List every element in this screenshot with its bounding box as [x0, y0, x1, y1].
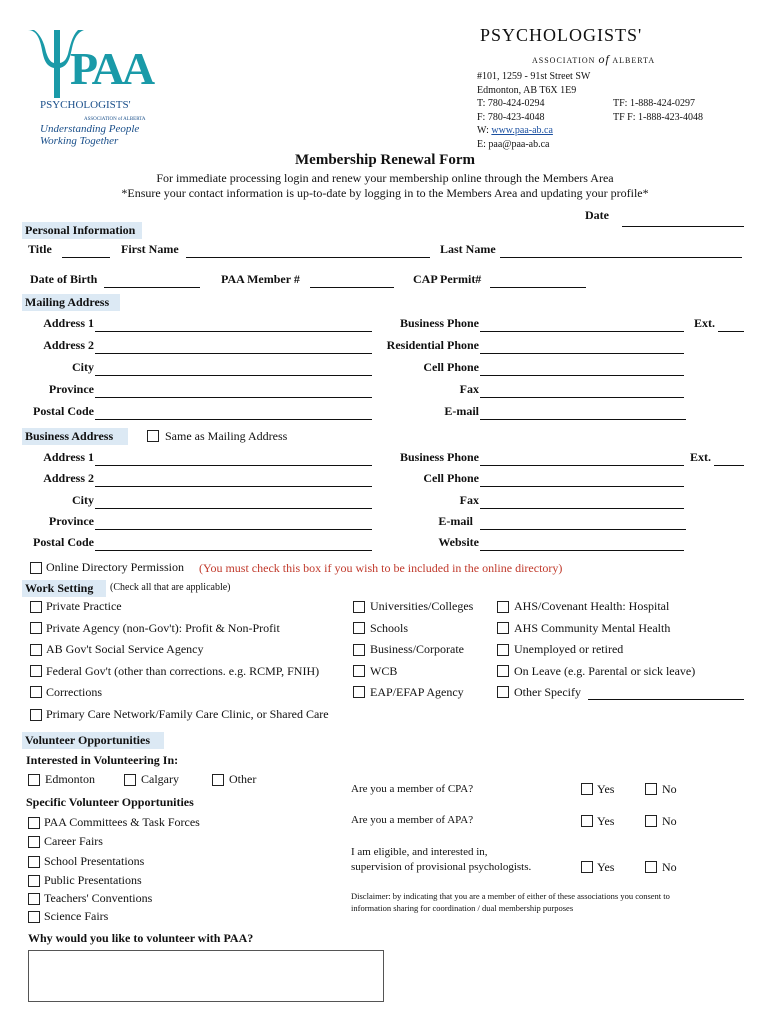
paa-logo — [26, 28, 166, 148]
phone: T: 780-424-0294 — [477, 98, 545, 109]
apa-yes-label: Yes — [597, 814, 615, 828]
mail-address1-label: Address 1 — [43, 316, 94, 330]
work-option: AHS/Covenant Health: Hospital — [514, 599, 670, 613]
bus-postal-label: Postal Code — [33, 535, 94, 549]
work-checkbox[interactable] — [353, 601, 365, 613]
work-checkbox[interactable] — [497, 686, 509, 698]
paa-member-label: PAA Member # — [221, 272, 300, 286]
web-link[interactable]: www.paa-ab.ca — [491, 125, 553, 136]
first-name-field[interactable] — [186, 257, 430, 258]
opportunity-checkbox[interactable] — [28, 911, 40, 923]
work-option: Schools — [370, 621, 409, 635]
section-business-address: Business Address — [22, 428, 128, 445]
cpa-question: Are you a member of CPA? — [351, 783, 474, 795]
bus-website-field[interactable] — [480, 550, 684, 551]
org-sub-of: of — [598, 52, 610, 66]
bus-business-phone-field[interactable] — [480, 465, 684, 466]
opportunity-checkbox[interactable] — [28, 817, 40, 829]
primary-care-label: Primary Care Network/Family Care Clinic, or Shared Care — [46, 707, 329, 721]
cap-permit-label: CAP Permit# — [413, 272, 482, 286]
mail-postal-field[interactable] — [95, 419, 372, 420]
work-checkbox[interactable] — [353, 686, 365, 698]
same-as-mailing-checkbox[interactable] — [147, 430, 159, 442]
work-option: Business/Corporate — [370, 642, 464, 656]
mail-province-field[interactable] — [95, 397, 372, 398]
volunteer-location-label: Calgary — [141, 772, 179, 786]
eligible-yes-checkbox[interactable] — [581, 861, 593, 873]
mail-business-phone-label: Business Phone — [399, 316, 479, 330]
mail-cell-phone-label: Cell Phone — [423, 360, 479, 374]
eligible-yes-label: Yes — [597, 860, 615, 874]
work-checkbox[interactable] — [497, 601, 509, 613]
intro-line-2: *Ensure your contact information is up-to-date by logging in to the Members Area and updating your profile* — [121, 186, 649, 200]
bus-fax-field[interactable] — [480, 508, 684, 509]
bus-city-label: City — [72, 493, 94, 507]
email: E: paa@paa-ab.ca — [477, 138, 550, 150]
opportunity-label: Science Fairs — [44, 909, 109, 923]
disclaimer-line-2: information sharing for coordination / dual membership purposes — [351, 903, 574, 913]
directory-permission-note: (You must check this box if you wish to be included in the online directory) — [199, 561, 563, 575]
bus-address2-label: Address 2 — [43, 471, 94, 485]
bus-ext-field[interactable] — [714, 465, 744, 466]
work-option: AB Gov't Social Service Agency — [46, 642, 204, 656]
mail-email-label: E-mail — [444, 404, 479, 418]
primary-care-checkbox[interactable] — [30, 709, 42, 721]
section-volunteer-opportunities: Volunteer Opportunities — [22, 732, 164, 749]
apa-no-label: No — [662, 814, 677, 828]
eligible-no-label: No — [662, 860, 677, 874]
address-line-1: #101, 1259 - 91st Street SW — [477, 71, 591, 82]
why-volunteer-label: Why would you like to volunteer with PAA? — [28, 931, 254, 945]
work-option: Unemployed or retired — [514, 642, 624, 656]
interested-in-label: Interested in Volunteering In: — [26, 753, 179, 767]
work-checkbox[interactable] — [353, 665, 365, 677]
cpa-yes-checkbox[interactable] — [581, 783, 593, 795]
work-checkbox[interactable] — [30, 601, 42, 613]
work-option: AHS Community Mental Health — [514, 621, 671, 635]
bus-address1-label: Address 1 — [43, 450, 94, 464]
mail-email-field[interactable] — [480, 419, 686, 420]
mail-business-phone-field[interactable] — [480, 331, 684, 332]
mail-fax-label: Fax — [459, 382, 479, 396]
svg-text:ASSOCIATION of ALBERTA: ASSOCIATION of ALBERTA — [84, 117, 146, 122]
volunteer-location-checkbox[interactable] — [212, 774, 224, 786]
intro-line-1: For immediate processing login and renew your membership online through the Members Area — [156, 171, 614, 185]
mail-cell-phone-field[interactable] — [480, 375, 684, 376]
section-work-setting: Work Setting — [22, 580, 106, 597]
opportunity-checkbox[interactable] — [28, 836, 40, 848]
svg-text:Working Together: Working Together — [40, 135, 119, 147]
last-name-label: Last Name — [440, 242, 496, 256]
work-option: On Leave (e.g. Parental or sick leave) — [514, 664, 696, 678]
date-field[interactable] — [622, 226, 744, 227]
volunteer-location-checkbox[interactable] — [124, 774, 136, 786]
work-checkbox[interactable] — [30, 622, 42, 634]
bus-cell-phone-label: Cell Phone — [423, 471, 479, 485]
bus-ext-label: Ext. — [690, 450, 711, 464]
bus-business-phone-label: Business Phone — [399, 450, 479, 464]
section-mailing-address: Mailing Address — [22, 294, 120, 311]
work-checkbox[interactable] — [353, 622, 365, 634]
title-field[interactable] — [62, 257, 110, 258]
bus-province-field[interactable] — [95, 529, 372, 530]
form-title: Membership Renewal Form — [295, 152, 475, 168]
eligible-no-checkbox[interactable] — [645, 861, 657, 873]
bus-cell-phone-field[interactable] — [480, 486, 684, 487]
org-sub-alberta: ALBERTA — [612, 56, 656, 65]
work-option: Private Agency (non-Gov't): Profit & Non-Profit — [46, 621, 280, 635]
web-label: W: — [477, 125, 492, 136]
bus-fax-label: Fax — [459, 493, 479, 507]
mail-province-label: Province — [48, 382, 94, 396]
work-checkbox[interactable] — [353, 644, 365, 656]
specific-opportunities-label: Specific Volunteer Opportunities — [26, 795, 194, 809]
cpa-no-checkbox[interactable] — [645, 783, 657, 795]
tollfree-phone: TF: 1-888-424-0297 — [613, 98, 695, 109]
eligible-question-line-1: I am eligible, and interested in, — [351, 846, 488, 858]
opportunity-label: PAA Committees & Task Forces — [44, 815, 200, 829]
mail-address1-field[interactable] — [95, 331, 372, 332]
first-name-label: First Name — [121, 242, 179, 256]
work-option: Other Specify — [514, 685, 581, 699]
volunteer-location-label: Edmonton — [45, 772, 95, 786]
apa-yes-checkbox[interactable] — [581, 815, 593, 827]
org-name: PSYCHOLOGISTS' — [480, 25, 643, 45]
dob-label: Date of Birth — [30, 272, 98, 286]
disclaimer-line-1: Disclaimer: by indicating that you are a member of either of these associations you consent to — [351, 891, 670, 901]
apa-no-checkbox[interactable] — [645, 815, 657, 827]
svg-text:PAA: PAA — [70, 43, 153, 94]
web-row — [477, 124, 590, 138]
why-volunteer-textarea[interactable] — [28, 950, 384, 1002]
work-setting-hint: (Check all that are applicable) — [110, 582, 231, 593]
opportunity-checkbox[interactable] — [28, 856, 40, 868]
mail-postal-label: Postal Code — [33, 404, 94, 418]
opportunity-label: School Presentations — [44, 854, 145, 868]
opportunity-label: Career Fairs — [44, 834, 103, 848]
work-checkbox[interactable] — [497, 644, 509, 656]
volunteer-location-checkbox[interactable] — [28, 774, 40, 786]
mail-ext-field[interactable] — [718, 331, 744, 332]
title-label: Title — [28, 242, 52, 256]
work-option: EAP/EFAP Agency — [370, 685, 464, 699]
org-sub-association: ASSOCIATION — [532, 56, 596, 65]
other-specify-field[interactable] — [588, 699, 744, 700]
mail-city-field[interactable] — [95, 375, 372, 376]
work-option: Private Practice — [46, 599, 122, 613]
bus-city-field[interactable] — [95, 508, 372, 509]
paa-logo-mark — [26, 28, 166, 148]
eligible-question-line-2: supervision of provisional psychologists. — [351, 861, 532, 873]
dob-field[interactable] — [104, 287, 200, 288]
work-option: Federal Gov't (other than corrections. e.g. RCMP, FNIH) — [46, 664, 320, 678]
bus-email-field[interactable] — [480, 529, 686, 530]
address-line-2: Edmonton, AB T6X 1E9 — [477, 84, 577, 96]
fax: F: 780-423-4048 — [477, 111, 545, 123]
cpa-yes-label: Yes — [597, 782, 615, 796]
org-subname — [532, 52, 655, 67]
work-checkbox[interactable] — [30, 665, 42, 677]
bus-address1-field[interactable] — [95, 465, 372, 466]
apa-question: Are you a member of APA? — [351, 814, 474, 826]
mail-ext-label: Ext. — [694, 316, 715, 330]
work-option: WCB — [370, 664, 398, 678]
opportunity-checkbox[interactable] — [28, 893, 40, 905]
org-tollfree — [613, 97, 703, 124]
svg-text:PSYCHOLOGISTS': PSYCHOLOGISTS' — [40, 99, 131, 111]
cpa-no-label: No — [662, 782, 677, 796]
date-label: Date — [585, 208, 609, 222]
volunteer-location-label: Other — [229, 772, 257, 786]
opportunity-checkbox[interactable] — [28, 875, 40, 887]
section-personal-information: Personal Information — [22, 222, 142, 239]
tollfree-fax: TF F: 1-888-423-4048 — [613, 111, 703, 123]
work-checkbox[interactable] — [497, 665, 509, 677]
work-option: Universities/Colleges — [370, 599, 474, 613]
work-checkbox[interactable] — [497, 622, 509, 634]
bus-postal-field[interactable] — [95, 550, 372, 551]
work-checkbox[interactable] — [30, 686, 42, 698]
mail-residential-phone-label: Residential Phone — [386, 338, 479, 352]
directory-permission-checkbox[interactable] — [30, 562, 42, 574]
bus-website-label: Website — [438, 535, 479, 549]
bus-address2-field[interactable] — [95, 486, 372, 487]
svg-text:Understanding People: Understanding People — [40, 123, 140, 135]
work-option: Corrections — [46, 685, 102, 699]
directory-permission-label: Online Directory Permission — [46, 560, 184, 574]
last-name-field[interactable] — [500, 257, 742, 258]
mail-fax-field[interactable] — [480, 397, 684, 398]
cap-permit-field[interactable] — [490, 287, 586, 288]
mail-city-label: City — [72, 360, 94, 374]
bus-email-label: E-mail — [438, 514, 473, 528]
mail-address2-label: Address 2 — [43, 338, 94, 352]
opportunity-label: Public Presentations — [44, 873, 142, 887]
same-as-mailing-label: Same as Mailing Address — [165, 429, 288, 443]
work-checkbox[interactable] — [30, 644, 42, 656]
paa-member-field[interactable] — [310, 287, 394, 288]
org-contact — [477, 70, 590, 151]
opportunity-label: Teachers' Conventions — [44, 891, 153, 905]
bus-province-label: Province — [48, 514, 94, 528]
mail-address2-field[interactable] — [95, 353, 372, 354]
mail-residential-phone-field[interactable] — [480, 353, 684, 354]
